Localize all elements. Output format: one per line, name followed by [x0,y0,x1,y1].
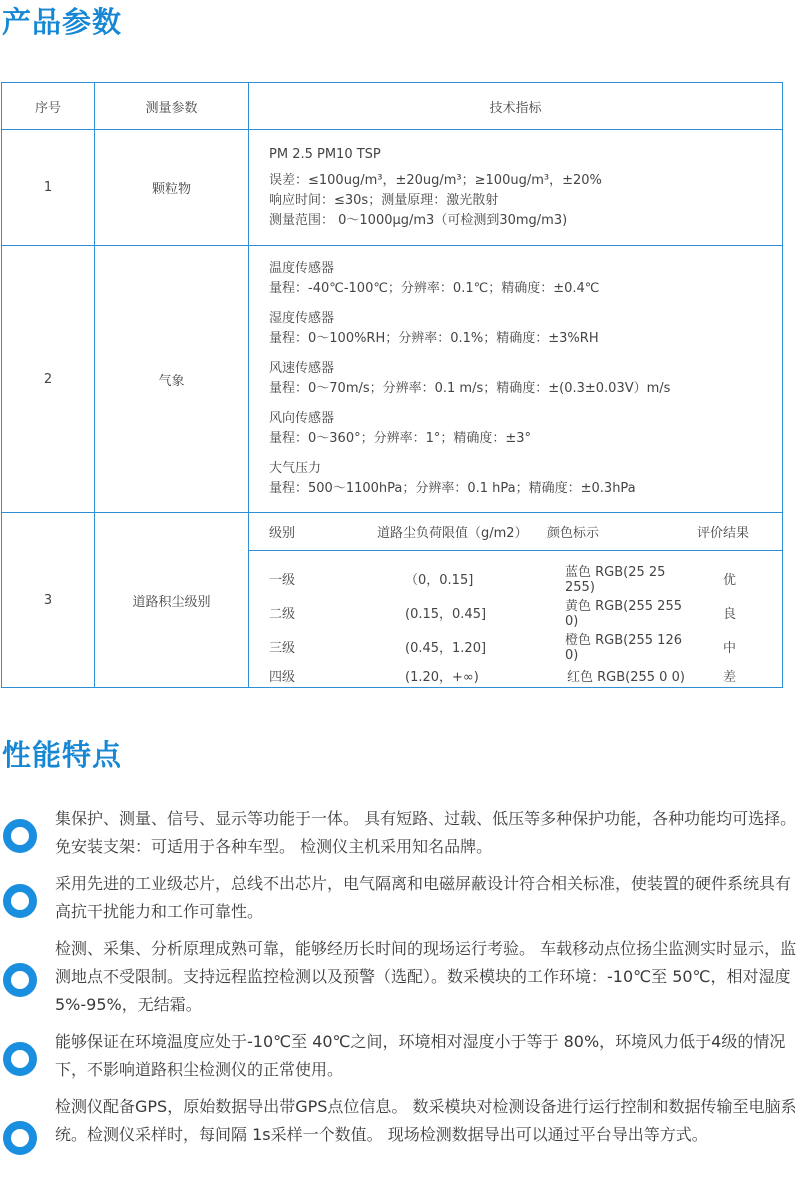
dust-level-table [249,513,782,687]
sensor-spec: 量程：500～1100hPa；分辨率：0.1 hPa；精确度：±0.3hPa [269,481,636,496]
spec-line: 误差：≤100ug/m³，±20ug/m³；≥100ug/m³，±20% [269,172,602,188]
product-params-title: 产品参数 [2,5,123,39]
dust-level-row [249,561,782,595]
ring-bullet-icon [3,1121,37,1155]
level-result: 中 [723,640,737,656]
header-spec: 技术指标 [249,83,783,130]
header-param: 测量参数 [95,83,249,130]
sensor-block [269,309,772,349]
sensor-name: 湿度传感器 [269,311,335,326]
sensor-name: 温度传感器 [269,261,335,276]
row-no: 2 [2,246,95,513]
sensor-spec: 量程：0～100%RH；分辨率：0.1%；精确度：±3%RH [269,331,599,346]
level-name: 四级 [269,669,296,685]
level-result: 优 [723,572,737,588]
level-limit: （0，0.15] [405,572,474,588]
table-row [2,246,783,513]
level-color: 黄色 RGB(255 255 0) [565,599,682,629]
spec-line: 响应时间：≤30s；测量原理：激光散射 [269,192,499,208]
sensor-name: 风速传感器 [269,361,335,376]
spec-line: 测量范围： 0～1000μg/m3（可检测到30mg/m3) [269,212,568,228]
list-item [0,1028,800,1084]
sensor-spec: 量程：0～70m/s；分辨率：0.1 m/s；精确度：±(0.3±0.03V）m/s [269,381,671,396]
feature-text: 集保护、测量、信号、显示等功能于一体。 具有短路、过载、低压等多种保护功能，各种功能均可选择。免安装支架：可适用于各种车型。 检测仪主机采用知名品牌。 [55,809,797,856]
level-color: 蓝色 RGB(25 25 255) [565,565,666,595]
row-param: 道路积尘级别 [95,513,249,688]
dust-level-header [249,513,782,551]
list-item [0,935,800,1019]
table-row [2,513,783,688]
sensor-block [269,259,772,299]
sensor-name: 风向传感器 [269,411,335,426]
sensor-spec: 量程：-40℃-100℃；分辨率：0.1℃；精确度：±0.4℃ [269,281,600,296]
sensor-name: 大气压力 [269,461,322,476]
sub-header-limit: 道路尘负荷限值（g/m2） [377,513,547,551]
list-item [0,870,800,926]
sub-header-result: 评价结果 [697,513,782,551]
feature-text: 能够保证在环境温度应处于-10℃至 40℃之间，环境相对湿度小于等于 80%，环境风力低于4级的情况下，不影响道路积尘检测仪的正常使用。 [55,1032,786,1079]
ring-bullet-icon [3,819,37,853]
table-header-row [2,83,783,130]
params-table [1,82,783,688]
header-no: 序号 [2,83,95,130]
dust-level-row [249,595,782,629]
row-spec [249,513,783,688]
sensor-block [269,359,772,399]
level-result: 差 [723,669,737,685]
sensor-spec: 量程：0～360°；分辨率：1°；精确度：±3° [269,431,532,446]
row-param: 气象 [95,246,249,513]
level-result: 良 [723,606,737,622]
sensor-block [269,409,772,449]
level-color: 红色 RGB(255 0 0) [567,669,685,685]
row-spec [249,130,783,246]
row-spec [249,246,783,513]
sub-header-color: 颜色标示 [547,513,697,551]
spec-line: PM 2.5 PM10 TSP [269,146,381,162]
row-no: 3 [2,513,95,688]
level-name: 三级 [269,640,296,656]
level-limit: (0.15，0.45] [405,606,487,622]
feature-text: 检测、采集、分析原理成熟可靠，能够经历长时间的现场运行考验。 车载移动点位扬尘监测实时显示，监测地点不受限制。支持远程监控检测以及预警（选配）。数采模块的工作环境：-10℃至 50℃，相对湿度5%-95%，无结霜。 [55,939,797,1014]
feature-text: 采用先进的工业级芯片，总线不出芯片，电气隔离和电磁屏蔽设计符合相关标准，使装置的硬件系统具有高抗干扰能力和工作可靠性。 [55,874,792,921]
features-list [0,805,800,1149]
ring-bullet-icon [3,884,37,918]
features-title: 性能特点 [2,738,123,772]
row-no: 1 [2,130,95,246]
sensor-block [269,459,772,499]
dust-level-row [249,663,782,687]
table-row [2,130,783,246]
row-param: 颗粒物 [95,130,249,246]
list-item [0,1093,800,1149]
level-limit: (0.45，1.20] [405,640,487,656]
level-limit: (1.20，+∞) [405,669,479,685]
list-item [0,805,800,861]
sub-header-level: 级别 [249,513,377,551]
dust-level-row [249,629,782,663]
level-name: 二级 [269,606,296,622]
ring-bullet-icon [3,963,37,997]
level-color: 橙色 RGB(255 126 0) [565,633,682,663]
feature-text: 检测仪配备GPS，原始数据导出带GPS点位信息。 数采模块对检测设备进行运行控制和数据传输至电脑系统。检测仪采样时，每间隔 1s采样一个数值。 现场检测数据导出可以通过平台导出等方式。 [55,1097,797,1144]
ring-bullet-icon [3,1042,37,1076]
level-name: 一级 [269,572,296,588]
